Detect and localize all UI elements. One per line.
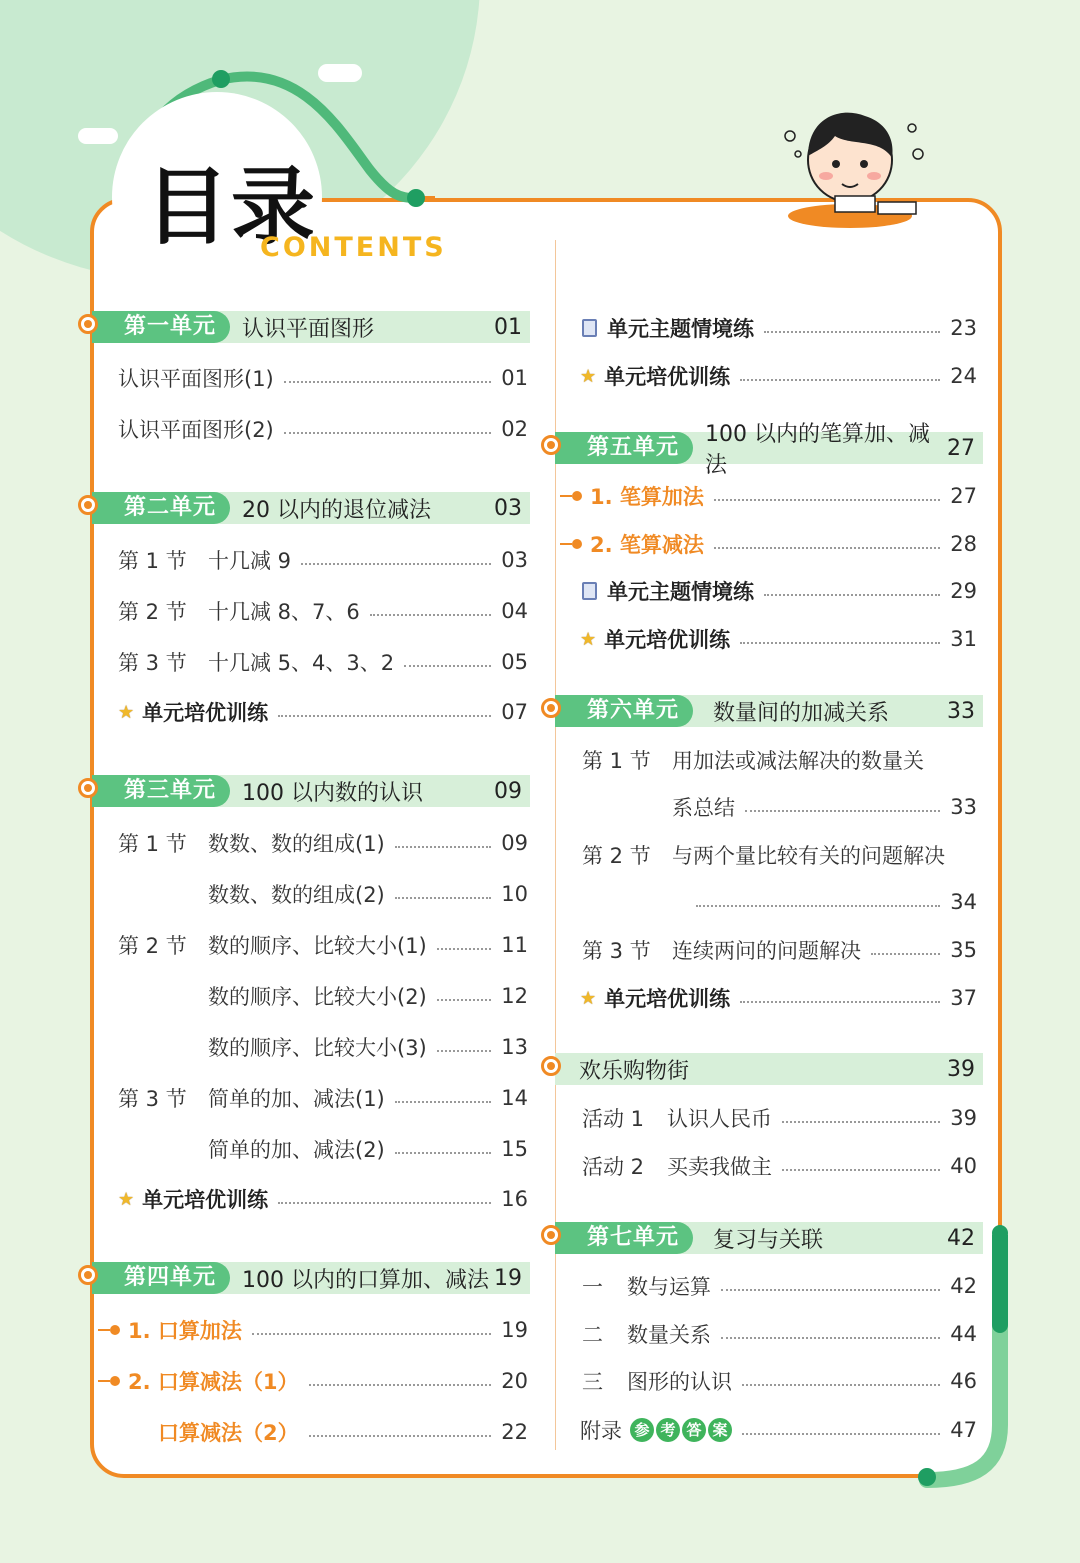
unit-3-header[interactable] [92, 775, 530, 807]
unit-title: 100 以内数的认识 [242, 780, 424, 806]
toc-entry[interactable] [582, 308, 977, 348]
unit-badge: 第三单元 [92, 775, 230, 807]
section-number: 第 1 节 [118, 549, 187, 573]
entry-text: 十几减 9 [208, 549, 292, 573]
orange-bullet-icon [110, 1325, 120, 1335]
bullet-ring-icon [541, 698, 561, 718]
toc-entry[interactable] [580, 978, 977, 1018]
page-number: 05 [501, 650, 528, 674]
toc-entry[interactable] [118, 874, 528, 914]
page-number: 12 [501, 984, 528, 1008]
entry-text: 单元培优训练 [142, 701, 269, 725]
unit-1-header[interactable] [92, 311, 530, 343]
page-subtitle: CONTENTS [260, 232, 447, 263]
unit-badge: 第六单元 [555, 695, 693, 727]
star-icon: ★ [118, 701, 135, 723]
unit-title: 欢乐购物街 [579, 1058, 690, 1084]
green-corner-decoration [915, 1225, 1015, 1495]
unit-title: 100 以内的口算加、减法 [242, 1267, 490, 1293]
page-number: 07 [501, 700, 528, 724]
toc-entry[interactable] [582, 835, 977, 875]
star-icon: ★ [580, 628, 597, 650]
toc-entry[interactable] [118, 1179, 528, 1219]
shopping-street-header[interactable] [555, 1053, 983, 1085]
bullet-ring-icon [78, 1265, 98, 1285]
toc-entry[interactable] [686, 882, 977, 922]
entry-text: 数与运算 [627, 1275, 711, 1299]
toc-entry[interactable] [580, 619, 977, 659]
section-number: 第 1 节 [118, 832, 187, 856]
green-dot [212, 70, 230, 88]
page-number: 09 [494, 778, 522, 804]
toc-entry[interactable] [118, 692, 528, 732]
toc-entry[interactable] [572, 524, 977, 564]
toc-entry[interactable] [118, 1027, 528, 1067]
page-number: 19 [501, 1318, 528, 1342]
page-number: 33 [947, 698, 975, 724]
toc-entry[interactable] [110, 1310, 528, 1350]
entry-text: 2. 笔算减法 [590, 533, 704, 557]
entry-text: 用加法或减法解决的数量关 [672, 749, 924, 773]
entry-text: 十几减 8、7、6 [208, 600, 360, 624]
unit-5-header[interactable] [555, 422, 983, 478]
entry-text: 单元培优训练 [142, 1188, 269, 1212]
entry-text: 单元培优训练 [604, 987, 731, 1011]
entry-text-continued: 系总结 [672, 796, 735, 820]
toc-entry[interactable] [572, 476, 977, 516]
toc-entry[interactable] [118, 976, 528, 1016]
page-number: 42 [950, 1274, 977, 1298]
unit-title: 复习与关联 [713, 1227, 824, 1253]
page-number: 01 [501, 366, 528, 390]
book-icon [582, 319, 597, 337]
page-number: 29 [950, 579, 977, 603]
orange-bullet-icon [572, 539, 582, 549]
section-number: 第 2 节 [118, 934, 187, 958]
section-number: 第 3 节 [118, 1087, 187, 1111]
unit-title: 20 以内的退位减法 [242, 497, 432, 523]
entry-text: 数量关系 [627, 1323, 711, 1347]
entry-text: 2. 口算减法（1） [128, 1370, 299, 1394]
page-number: 42 [947, 1225, 975, 1251]
bullet-ring-icon [78, 495, 98, 515]
toc-entry[interactable] [118, 409, 528, 449]
page-number: 23 [950, 316, 977, 340]
chapter-number: 一 [582, 1275, 603, 1299]
page-number: 10 [501, 882, 528, 906]
page-number: 14 [501, 1086, 528, 1110]
page-number: 47 [950, 1418, 977, 1442]
page-number: 28 [950, 532, 977, 556]
bullet-ring-icon [541, 435, 561, 455]
toc-entry[interactable] [118, 642, 528, 682]
page-number: 01 [494, 314, 522, 340]
page-number: 46 [950, 1369, 977, 1393]
toc-entry[interactable] [582, 740, 977, 780]
section-number: 第 1 节 [582, 749, 651, 773]
entry-text: 口算减法（2） [158, 1421, 299, 1445]
toc-entry[interactable] [118, 1129, 528, 1169]
page-number: 24 [950, 364, 977, 388]
green-dot [407, 189, 425, 207]
entry-text: 认识人民币 [667, 1107, 772, 1131]
page-number: 27 [947, 435, 975, 461]
entry-text: 认识平面图形(2) [118, 418, 274, 442]
page-number: 44 [950, 1322, 977, 1346]
page-number: 02 [501, 417, 528, 441]
page-number: 22 [501, 1420, 528, 1444]
section-number: 第 3 节 [582, 939, 651, 963]
star-icon: ★ [118, 1188, 135, 1210]
page-number: 16 [501, 1187, 528, 1211]
activity-number: 活动 2 [582, 1155, 645, 1179]
appendix-label: 附录 [580, 1419, 622, 1443]
section-number: 第 3 节 [118, 651, 187, 675]
activity-number: 活动 1 [582, 1107, 645, 1131]
orange-bullet-icon [110, 1376, 120, 1386]
entry-text: 单元主题情境练 [607, 317, 754, 341]
page-title: 目录 [145, 158, 318, 256]
star-icon: ★ [580, 987, 597, 1009]
unit-badge: 第一单元 [92, 311, 230, 343]
page-number: 03 [494, 495, 522, 521]
toc-entry[interactable] [158, 1412, 528, 1452]
page-number: 37 [950, 986, 977, 1010]
page-number: 04 [501, 599, 528, 623]
toc-entry[interactable] [118, 591, 528, 631]
entry-text: 简单的加、减法(1) [208, 1087, 385, 1111]
page-number: 40 [950, 1154, 977, 1178]
page-number: 34 [950, 890, 977, 914]
page-number: 35 [950, 938, 977, 962]
unit-badge: 第五单元 [555, 432, 693, 464]
page-number: 39 [947, 1056, 975, 1082]
toc-entry[interactable] [118, 540, 528, 580]
boy-reading-illustration [780, 98, 930, 228]
page-number: 03 [501, 548, 528, 572]
entry-text: 单元培优训练 [604, 628, 731, 652]
bullet-ring-icon [541, 1056, 561, 1076]
entry-text: 单元培优训练 [604, 365, 731, 389]
entry-text: 认识平面图形(1) [118, 367, 274, 391]
page-number: 27 [950, 484, 977, 508]
entry-text: 数的顺序、比较大小(3) [208, 1036, 427, 1060]
toc-entry[interactable] [110, 1361, 528, 1401]
bullet-ring-icon [541, 1225, 561, 1245]
unit-title: 100 以内的笔算加、减法 [705, 422, 931, 478]
answer-badge: 参 考 答 案 [630, 1418, 732, 1442]
bullet-ring-icon [78, 314, 98, 334]
toc-entry[interactable] [580, 356, 977, 396]
entry-text: 买卖我做主 [667, 1155, 772, 1179]
page-number: 20 [501, 1369, 528, 1393]
entry-text: 单元主题情境练 [607, 580, 754, 604]
star-icon: ★ [580, 365, 597, 387]
page-number: 19 [494, 1265, 522, 1291]
entry-text: 连续两问的问题解决 [672, 939, 861, 963]
section-number: 第 2 节 [118, 600, 187, 624]
entry-text: 数的顺序、比较大小(2) [208, 985, 427, 1009]
unit-6-header[interactable] [555, 695, 983, 727]
entry-text: 十几减 5、4、3、2 [208, 651, 395, 675]
column-divider [555, 240, 556, 1450]
unit-2-header[interactable] [92, 492, 530, 524]
toc-entry[interactable] [672, 787, 977, 827]
unit-badge: 第七单元 [555, 1222, 693, 1254]
unit-title: 认识平面图形 [242, 316, 375, 342]
page-number: 13 [501, 1035, 528, 1059]
unit-badge: 第二单元 [92, 492, 230, 524]
toc-entry[interactable] [118, 925, 528, 965]
chapter-number: 二 [582, 1323, 603, 1347]
entry-text: 图形的认识 [627, 1370, 732, 1394]
orange-bullet-icon [572, 491, 582, 501]
toc-entry[interactable] [582, 1146, 977, 1186]
page-number: 09 [501, 831, 528, 855]
entry-text: 数的顺序、比较大小(1) [208, 934, 427, 958]
book-icon [582, 582, 597, 600]
chapter-number: 三 [582, 1370, 603, 1394]
entry-text: 1. 笔算加法 [590, 485, 704, 509]
toc-entry[interactable] [582, 930, 977, 970]
entry-text: 与两个量比较有关的问题解决 [672, 844, 945, 868]
unit-badge: 第四单元 [92, 1262, 230, 1294]
entry-text: 1. 口算加法 [128, 1319, 242, 1343]
entry-text: 数数、数的组成(2) [208, 883, 385, 907]
bullet-ring-icon [78, 778, 98, 798]
toc-entry[interactable] [118, 823, 528, 863]
toc-entry[interactable] [118, 1078, 528, 1118]
toc-entry[interactable] [582, 571, 977, 611]
unit-4-header[interactable] [92, 1262, 530, 1294]
page-number: 15 [501, 1137, 528, 1161]
toc-entry[interactable] [118, 358, 528, 398]
page-number: 39 [950, 1106, 977, 1130]
page-number: 31 [950, 627, 977, 651]
section-number: 第 2 节 [582, 844, 651, 868]
entry-text: 数数、数的组成(1) [208, 832, 385, 856]
entry-text: 简单的加、减法(2) [208, 1138, 385, 1162]
page-number: 11 [501, 933, 528, 957]
unit-title: 数量间的加减关系 [713, 700, 890, 726]
toc-entry[interactable] [582, 1098, 977, 1138]
page-number: 33 [950, 795, 977, 819]
